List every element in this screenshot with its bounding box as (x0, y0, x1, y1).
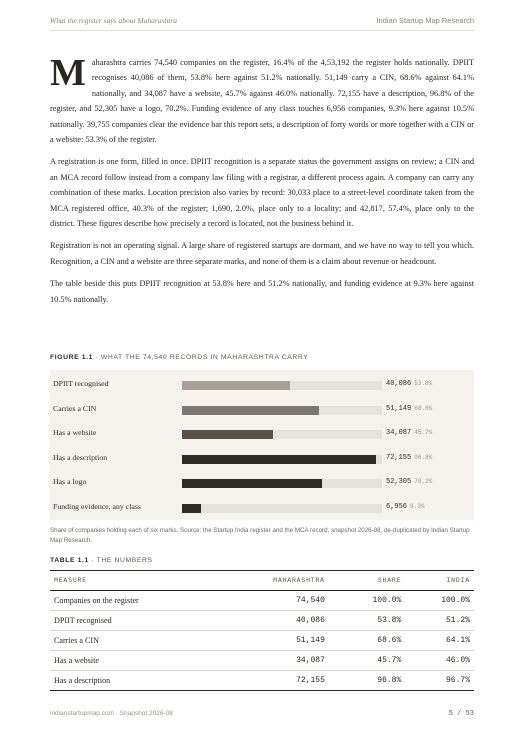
bar-percent-label: 96.8% (414, 453, 433, 461)
bar-chart (50, 370, 474, 520)
bar-row (50, 473, 474, 493)
bar-value-label: 51,149 68.6% (386, 404, 433, 413)
bar-value-label: 6,956 9.3% (386, 502, 425, 511)
page-footer (50, 710, 474, 717)
bar-percent-label: 53.8% (414, 380, 433, 387)
cell-maharashtra: 74,540 (242, 591, 329, 611)
cell-india: 64.1% (405, 631, 474, 651)
cell-maharashtra: 51,149 (242, 631, 329, 651)
cell-measure: Companies on the register (50, 591, 242, 611)
table-row (50, 651, 474, 671)
cell-share: 68.6% (329, 631, 405, 651)
bar-value-label: 34,087 45.7% (386, 429, 433, 437)
paragraph-4: The table beside this puts DPIIT recognition at 53.8% here and 51.2% nationally, and funding evidence at 9.3% here against 10.5% nationally. (50, 279, 474, 304)
page-number: 5 / 53 (448, 710, 474, 718)
bar-track (182, 479, 382, 488)
table-row (50, 671, 474, 691)
bar-track (182, 455, 382, 464)
bar-value-label: 40,086 53.8% (386, 380, 433, 388)
footer-source: indianstartupmap.com · Snapshot 2026-08 (50, 710, 173, 717)
bar-value-label: 72,155 96.8% (386, 453, 433, 462)
bar-row (50, 498, 474, 518)
table-row (50, 611, 474, 631)
numbers-table (50, 570, 474, 691)
bar-track (182, 430, 382, 439)
header-title: What the register says about Maharashtra (50, 16, 178, 25)
bar-label: DPIIT recognised (53, 379, 109, 388)
cell-share: 100.0% (329, 591, 405, 611)
bar-track (182, 381, 382, 390)
cell-india: 51.2% (405, 611, 474, 631)
cell-maharashtra: 40,086 (242, 611, 329, 631)
table-heading: · THE NUMBERS (88, 557, 153, 564)
table-row (50, 631, 474, 651)
cell-maharashtra: 72,155 (242, 671, 329, 691)
bar-label: Has a website (53, 428, 97, 437)
col-share: SHARE (329, 571, 405, 591)
bar-row (50, 400, 474, 420)
bar-percent-label: 68.6% (414, 404, 433, 412)
bar (182, 381, 290, 390)
col-india: INDIA (405, 571, 474, 591)
body-text (50, 52, 474, 314)
figure-title (50, 354, 308, 361)
figure-caption: Share of companies holding each of six marks. Source: the Startup India register and the MCA record, snapshot 2026-08, de-duplicated by Indian Startup Map Research. (50, 527, 470, 544)
bar-row (50, 375, 474, 395)
bar-track (182, 504, 382, 513)
bar (182, 479, 322, 488)
header-publisher: Indian Startup Map Research (376, 16, 474, 25)
bar-percent-label: 9.3% (410, 502, 425, 510)
cell-share: 45.7% (329, 651, 405, 671)
drop-cap: M (50, 52, 86, 94)
cell-measure: Has a website (50, 651, 242, 671)
bar-percent-label: 70.2% (414, 478, 433, 485)
bar (182, 430, 273, 439)
bar-label: Has a logo (53, 477, 87, 486)
paragraph-1-text: aharashtra carries 74,540 companies on the register, 16.4% of the 4,53,192 the register holds nationally. DPIIT recognises 40,086 of them, 53.8% here against 51.2% nationally. 51,149 carry a CIN, 68.6% against 64.1% nationally, and 34,087 have a website, 45.7% against 46.0% nationally. 72,155 have a description, 96.8% of the register, and 52,305 have a logo, 70.2%. Funding evidence of any class touches 6,956 companies, 9.3% here against 10.5% nationally. 39,755 companies clear the evidence bar this report sets, a description of forty words or more together with a CIN or a website: 53.3% of the register. (50, 58, 474, 145)
bar-row (50, 424, 474, 444)
bar-label: Has a description (53, 452, 108, 462)
cell-share: 53.8% (329, 611, 405, 631)
table-header-row (50, 571, 474, 591)
bar-row (50, 449, 474, 469)
figure-label: FIGURE 1.1 (50, 354, 94, 361)
col-measure: MEASURE (50, 571, 242, 591)
cell-india: 100.0% (405, 591, 474, 611)
bar-label: Funding evidence, any class (53, 501, 141, 511)
table-label: TABLE 1.1 (50, 557, 89, 564)
running-header (50, 16, 474, 31)
bar-label: Carries a CIN (53, 403, 97, 413)
bar-value-label: 52,305 70.2% (386, 478, 433, 486)
figure-heading: · WHAT THE 74,540 RECORDS IN MAHARASHTRA CARRY (93, 354, 309, 361)
bar-track (182, 406, 382, 415)
col-maharashtra: MAHARASHTRA (242, 571, 329, 591)
table-row (50, 591, 474, 611)
cell-india: 46.0% (405, 651, 474, 671)
bar-percent-label: 45.7% (414, 429, 433, 436)
cell-maharashtra: 34,087 (242, 651, 329, 671)
paragraph-1 (50, 52, 474, 147)
cell-share: 96.8% (329, 671, 405, 691)
cell-measure: Has a description (50, 671, 242, 691)
cell-measure: Carries a CIN (50, 631, 242, 651)
bar (182, 455, 376, 464)
table-title (50, 557, 153, 564)
bar (182, 504, 201, 513)
paragraph-2: A registration is one form, filled in once. DPIIT recognition is a separate status the government assigns on review; a CIN and an MCA record follow instead from a company law filing with a registrar, a different process again. A company can carry any combination of these marks. Location precision also varies by record: 30,033 place to a street-level coordinate taken from the MCA registered office, 40.3% of the register; 1,690, 2.0%, place only to a locality; and 42,817, 57.4%, place only to the district. These figures describe how precisely a record is located, not the business behind it. (50, 157, 474, 229)
paragraph-3: Registration is not an operating signal. A large share of registered startups are dormant, and we have no way to tell you which. Recognition, a CIN and a website are three separate marks, and none of them is a claim about revenue or headcount. (50, 241, 474, 266)
cell-india: 96.7% (405, 671, 474, 691)
cell-measure: DPIIT recognised (50, 611, 242, 631)
bar (182, 406, 319, 415)
